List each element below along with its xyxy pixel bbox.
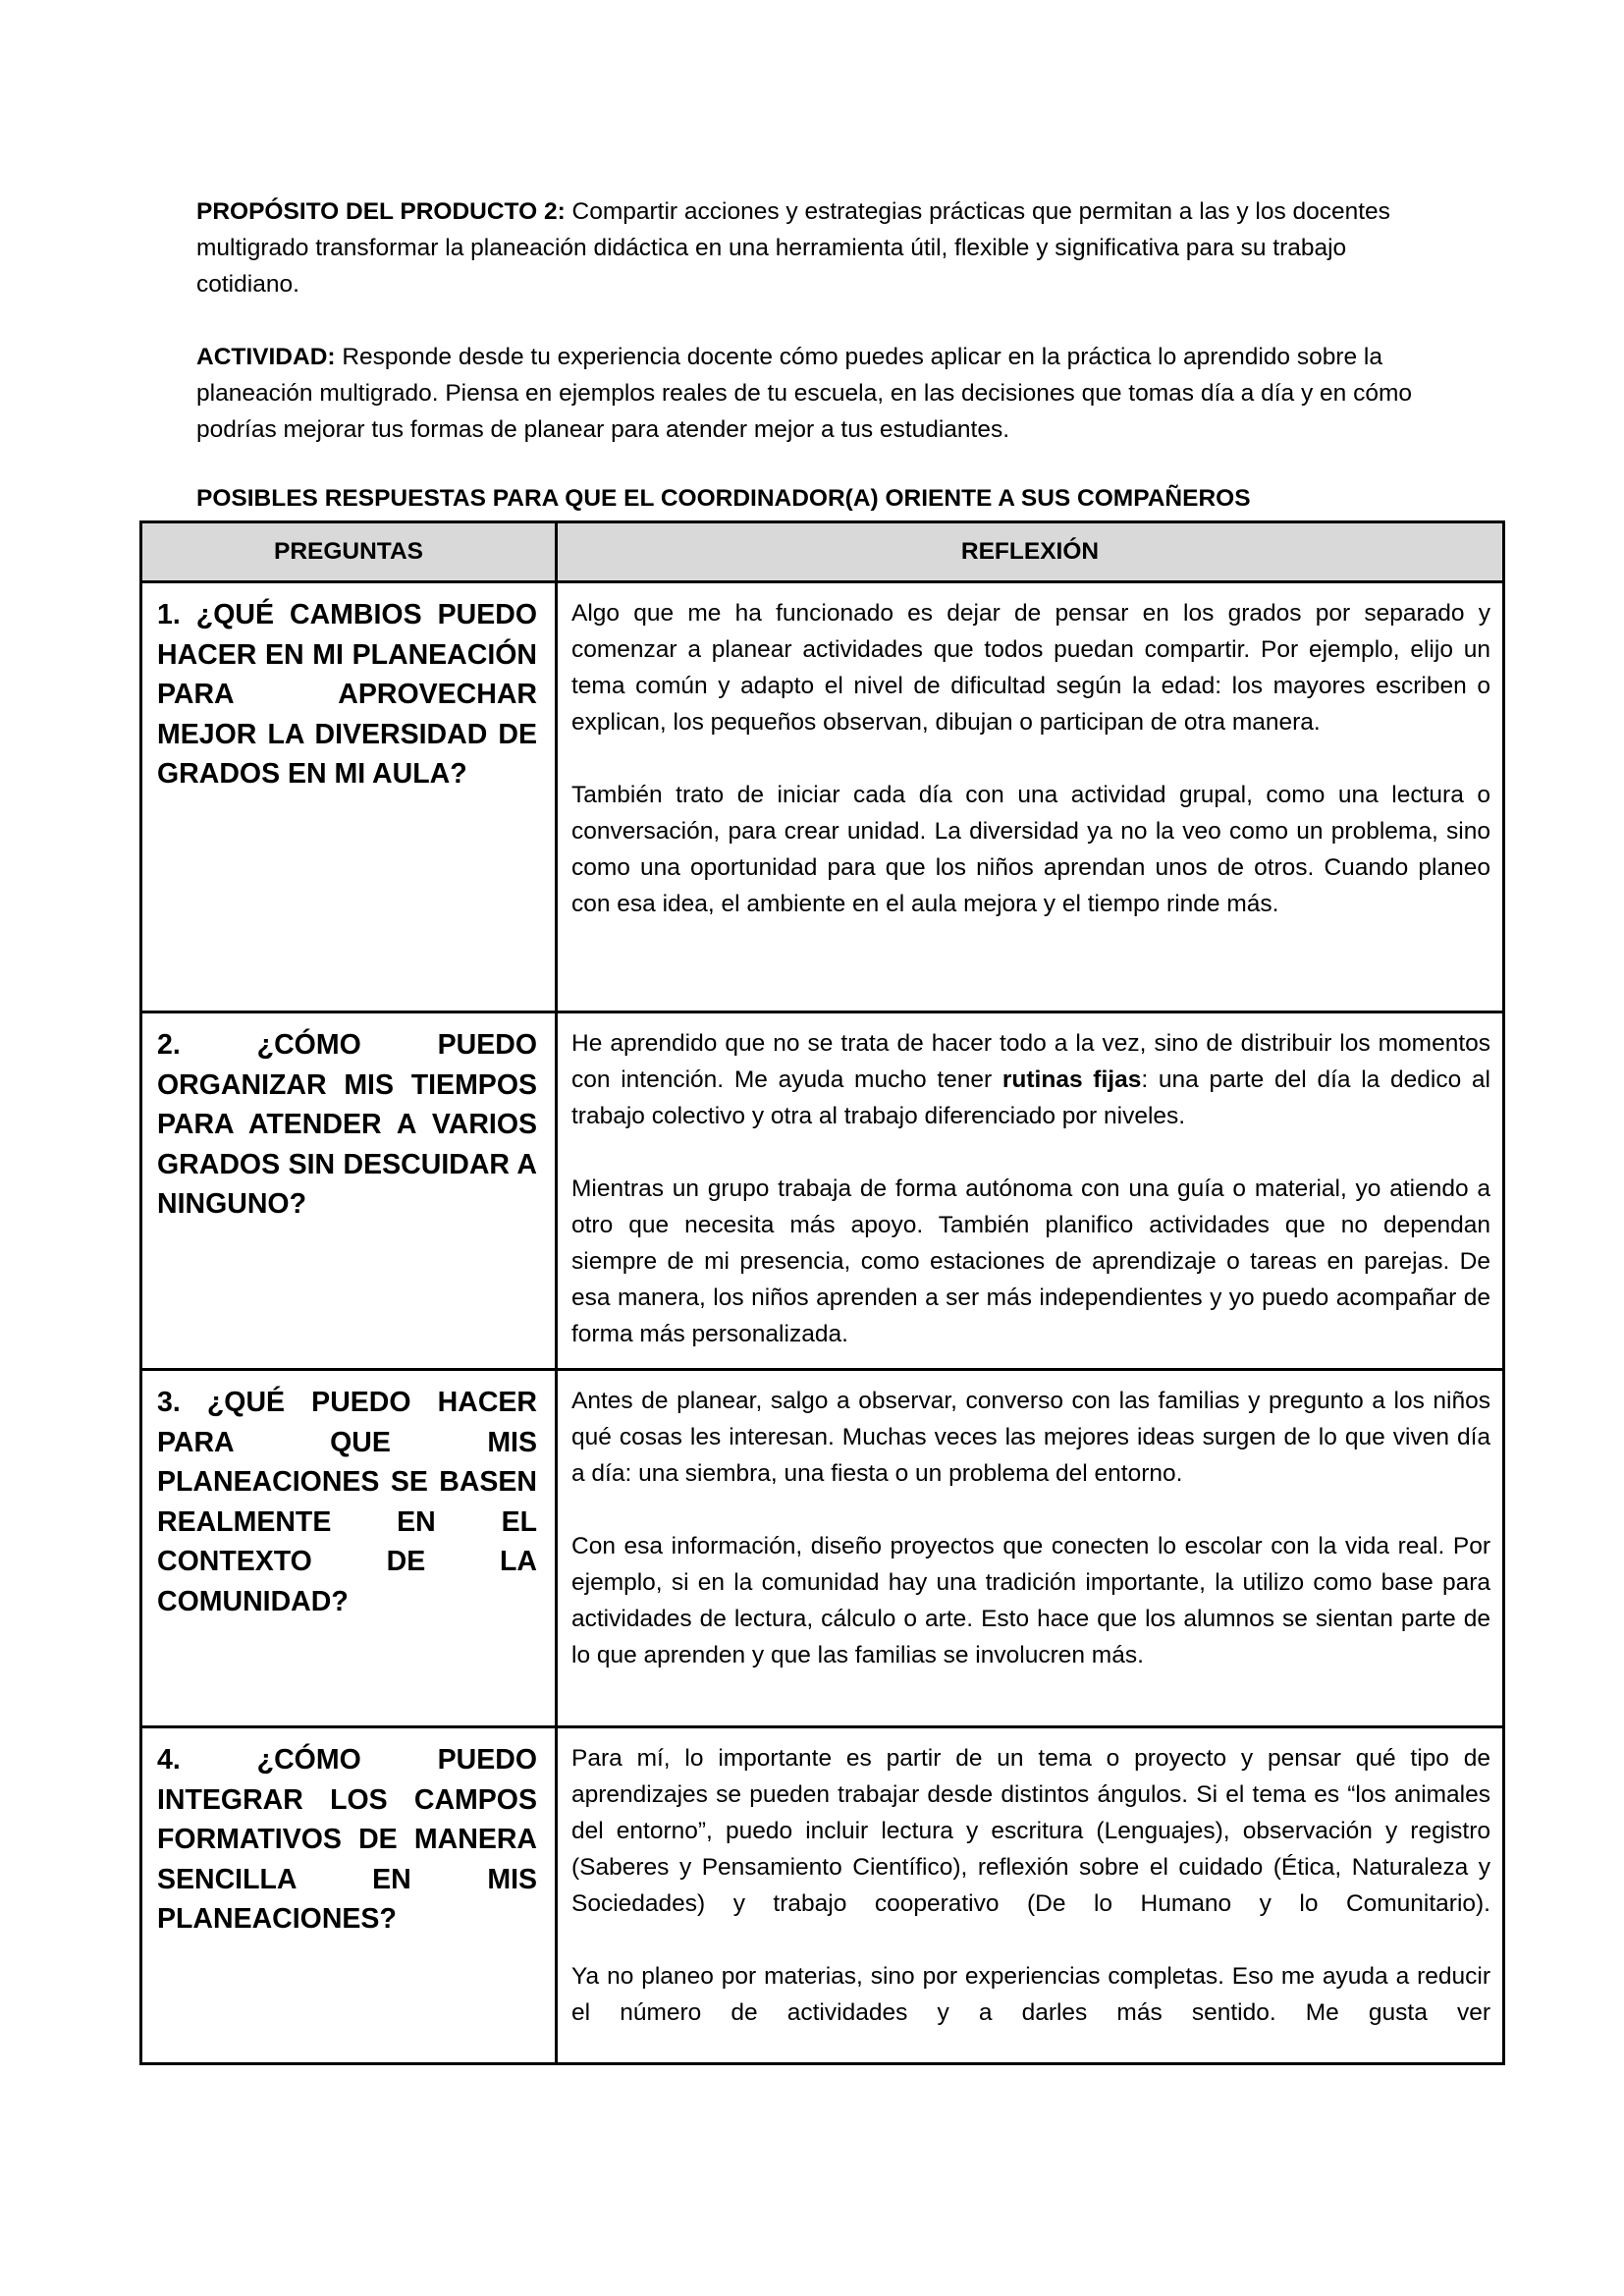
table-header-row bbox=[141, 522, 1504, 582]
answer-text: : una parte del día la dedico al trabajo colectivo y otra al trabajo diferenciado por niveles. bbox=[571, 1066, 1491, 1129]
table-row bbox=[141, 582, 1504, 1012]
table-title: POSIBLES RESPUESTAS PARA QUE EL COORDINADOR(A) ORIENTE A SUS COMPAÑEROS bbox=[196, 485, 1251, 512]
purpose-label: PROPÓSITO DEL PRODUCTO 2: bbox=[196, 198, 566, 225]
header-reflexion: REFLEXIÓN bbox=[557, 522, 1504, 582]
answer-text: He aprendido que no se trata de hacer todo a la vez, sino de distribuir los momentos con intención. Me ayuda mucho tener bbox=[571, 1030, 1490, 1093]
answer-paragraph: Mientras un grupo trabaja de forma autónoma con una guía o material, yo atiendo a otro que necesita más apoyo. También planifico actividades que no dependan siempre de mi presencia, como estaciones de aprendizaje o tareas en parejas. De esa manera, los niños aprenden a ser más independientes y yo puedo acompañar de forma más personalizada. bbox=[571, 1175, 1490, 1347]
table-row bbox=[141, 1370, 1504, 1727]
answer-emphasis: rutinas fijas bbox=[1001, 1066, 1142, 1093]
table-row bbox=[141, 1012, 1504, 1370]
answer-cell bbox=[557, 1370, 1504, 1727]
answer-cell bbox=[557, 582, 1504, 1012]
answer-cell bbox=[557, 1012, 1504, 1370]
question-cell: 2. ¿CÓMO PUEDO ORGANIZAR MIS TIEMPOS PARA ATENDER A VARIOS GRADOS SIN DESCUIDAR A NINGUNO? bbox=[141, 1012, 557, 1370]
answer-paragraph: Ya no planeo por materias, sino por experiencias completas. Eso me ayuda a reducir el número de actividades y a darles más sentido. Me gusta ver bbox=[571, 1963, 1490, 2026]
question-cell: 4. ¿CÓMO PUEDO INTEGRAR LOS CAMPOS FORMATIVOS DE MANERA SENCILLA EN MIS PLANEACIONES? bbox=[141, 1727, 557, 2064]
question-cell: 1. ¿QUÉ CAMBIOS PUEDO HACER EN MI PLANEACIÓN PARA APROVECHAR MEJOR LA DIVERSIDAD DE GRADOS EN MI AULA? bbox=[141, 582, 557, 1012]
activity-paragraph bbox=[196, 339, 1435, 448]
answer-paragraph: Para mí, lo importante es partir de un tema o proyecto y pensar qué tipo de aprendizajes se pueden trabajar desde distintos ángulos. Si el tema es “los animales del entorno”, puedo incluir lectura y escritura (Lenguajes), observación y registro (Saberes y Pensamiento Científico), reflexión sobre el cuidado (Ética, Naturaleza y Sociedades) y trabajo cooperativo (De lo Humano y lo Comunitario). bbox=[571, 1745, 1490, 1917]
question-cell: 3. ¿QUÉ PUEDO HACER PARA QUE MIS PLANEACIONES SE BASEN REALMENTE EN EL CONTEXTO DE LA COMUNIDAD? bbox=[141, 1370, 557, 1727]
purpose-text: Compartir acciones y estrategias prácticas que permitan a las y los docentes multigrado transformar la planeación didáctica en una herramienta útil, flexible y significativa para su trabajo cotidiano. bbox=[196, 198, 1390, 298]
answer-paragraph: Antes de planear, salgo a observar, converso con las familias y pregunto a los niños qué cosas les interesan. Muchas veces las mejores ideas surgen de lo que viven día a día: una siembra, una fiesta o un problema del entorno. bbox=[571, 1388, 1490, 1487]
table-row bbox=[141, 1727, 1504, 2064]
answer-paragraph: Algo que me ha funcionado es dejar de pensar en los grados por separado y comenzar a planear actividades que todos puedan compartir. Por ejemplo, elijo un tema común y adapto el nivel de dificultad según la edad: los mayores escriben o explican, los pequeños observan, dibujan o participan de otra manera. bbox=[571, 600, 1490, 736]
answer-cell bbox=[557, 1727, 1504, 2064]
activity-text: Responde desde tu experiencia docente cómo puedes aplicar en la práctica lo aprendido sobre la planeación multigrado. Piensa en ejemplos reales de tu escuela, en las decisiones que tomas día a día y en cómo podrías mejorar tus formas de planear para atender mejor a tus estudiantes. bbox=[196, 344, 1413, 443]
purpose-paragraph bbox=[196, 193, 1435, 302]
answer-paragraph: También trato de iniciar cada día con una actividad grupal, como una lectura o conversación, para crear unidad. La diversidad ya no la veo como un problema, sino como una oportunidad para que los niños aprendan unos de otros. Cuando planeo con esa idea, el ambiente en el aula mejora y el tiempo rinde más. bbox=[571, 782, 1490, 917]
answer-paragraph: Con esa información, diseño proyectos que conecten lo escolar con la vida real. Por ejemplo, si en la comunidad hay una tradición importante, la utilizo como base para actividades de lectura, cálculo o arte. Esto hace que los alumnos se sientan parte de lo que aprenden y que las familias se involucren más. bbox=[571, 1533, 1490, 1668]
activity-label: ACTIVIDAD: bbox=[196, 344, 336, 370]
header-preguntas: PREGUNTAS bbox=[141, 522, 557, 582]
questions-table bbox=[139, 520, 1505, 2065]
answer-paragraph bbox=[571, 1025, 1490, 1134]
